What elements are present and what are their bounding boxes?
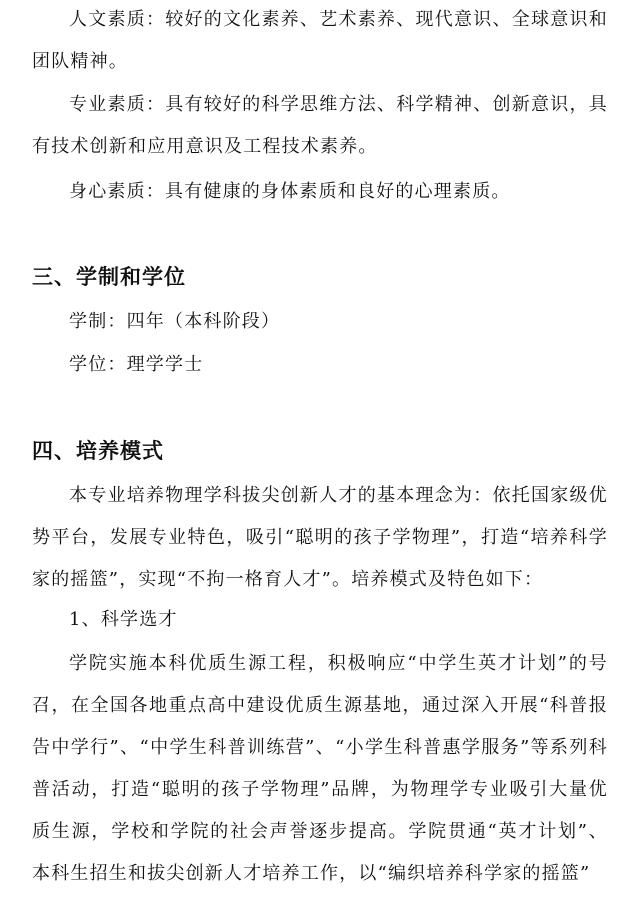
humanities-quality-paragraph: 人文素质：较好的文化素养、艺术素养、现代意识、全球意识和团队精神。 (32, 9, 608, 72)
study-duration: 学制：四年（本科阶段） (69, 311, 281, 332)
subsection-heading-science-selection: 1、科学选才 (69, 609, 178, 630)
science-selection-paragraph: 学院实施本科优质生源工程，积极响应“中学生英才计划”的号召，在全国各地重点高中建设优质生源基地，通过深入开展“科普报告中学行”、“中学生科普训练营”、“小学生科普惠学服务”等系列科普活动，打造“聪明的孩子学物理”品牌，为物理学专业吸引大量优质生源，学校和学院的社会声誉逐步提高。学院贯通“英才计划”、本科生招生和拔尖创新人才培养工作，以“编织培养科学家的摇篮” (32, 653, 608, 884)
physical-mental-quality-paragraph: 身心素质：具有健康的身体素质和良好的心理素质。 (69, 181, 511, 202)
section-heading-duration-degree: 三、学制和学位 (32, 265, 186, 289)
degree-awarded: 学位：理学学士 (69, 354, 204, 375)
training-mode-intro-paragraph: 本专业培养物理学科拔尖创新人才的基本理念为：依托国家级优势平台，发展专业特色，吸引“聪明的孩子学物理”，打造“培养科学家的摇篮”，实现“不拘一格育人才”。培养模式及特色如下： (32, 485, 608, 590)
professional-quality-paragraph: 专业素质：具有较好的科学思维方法、科学精神、创新意识，具有技术创新和应用意识及工程技术素养。 (32, 94, 608, 157)
section-heading-training-mode: 四、培养模式 (32, 439, 164, 463)
